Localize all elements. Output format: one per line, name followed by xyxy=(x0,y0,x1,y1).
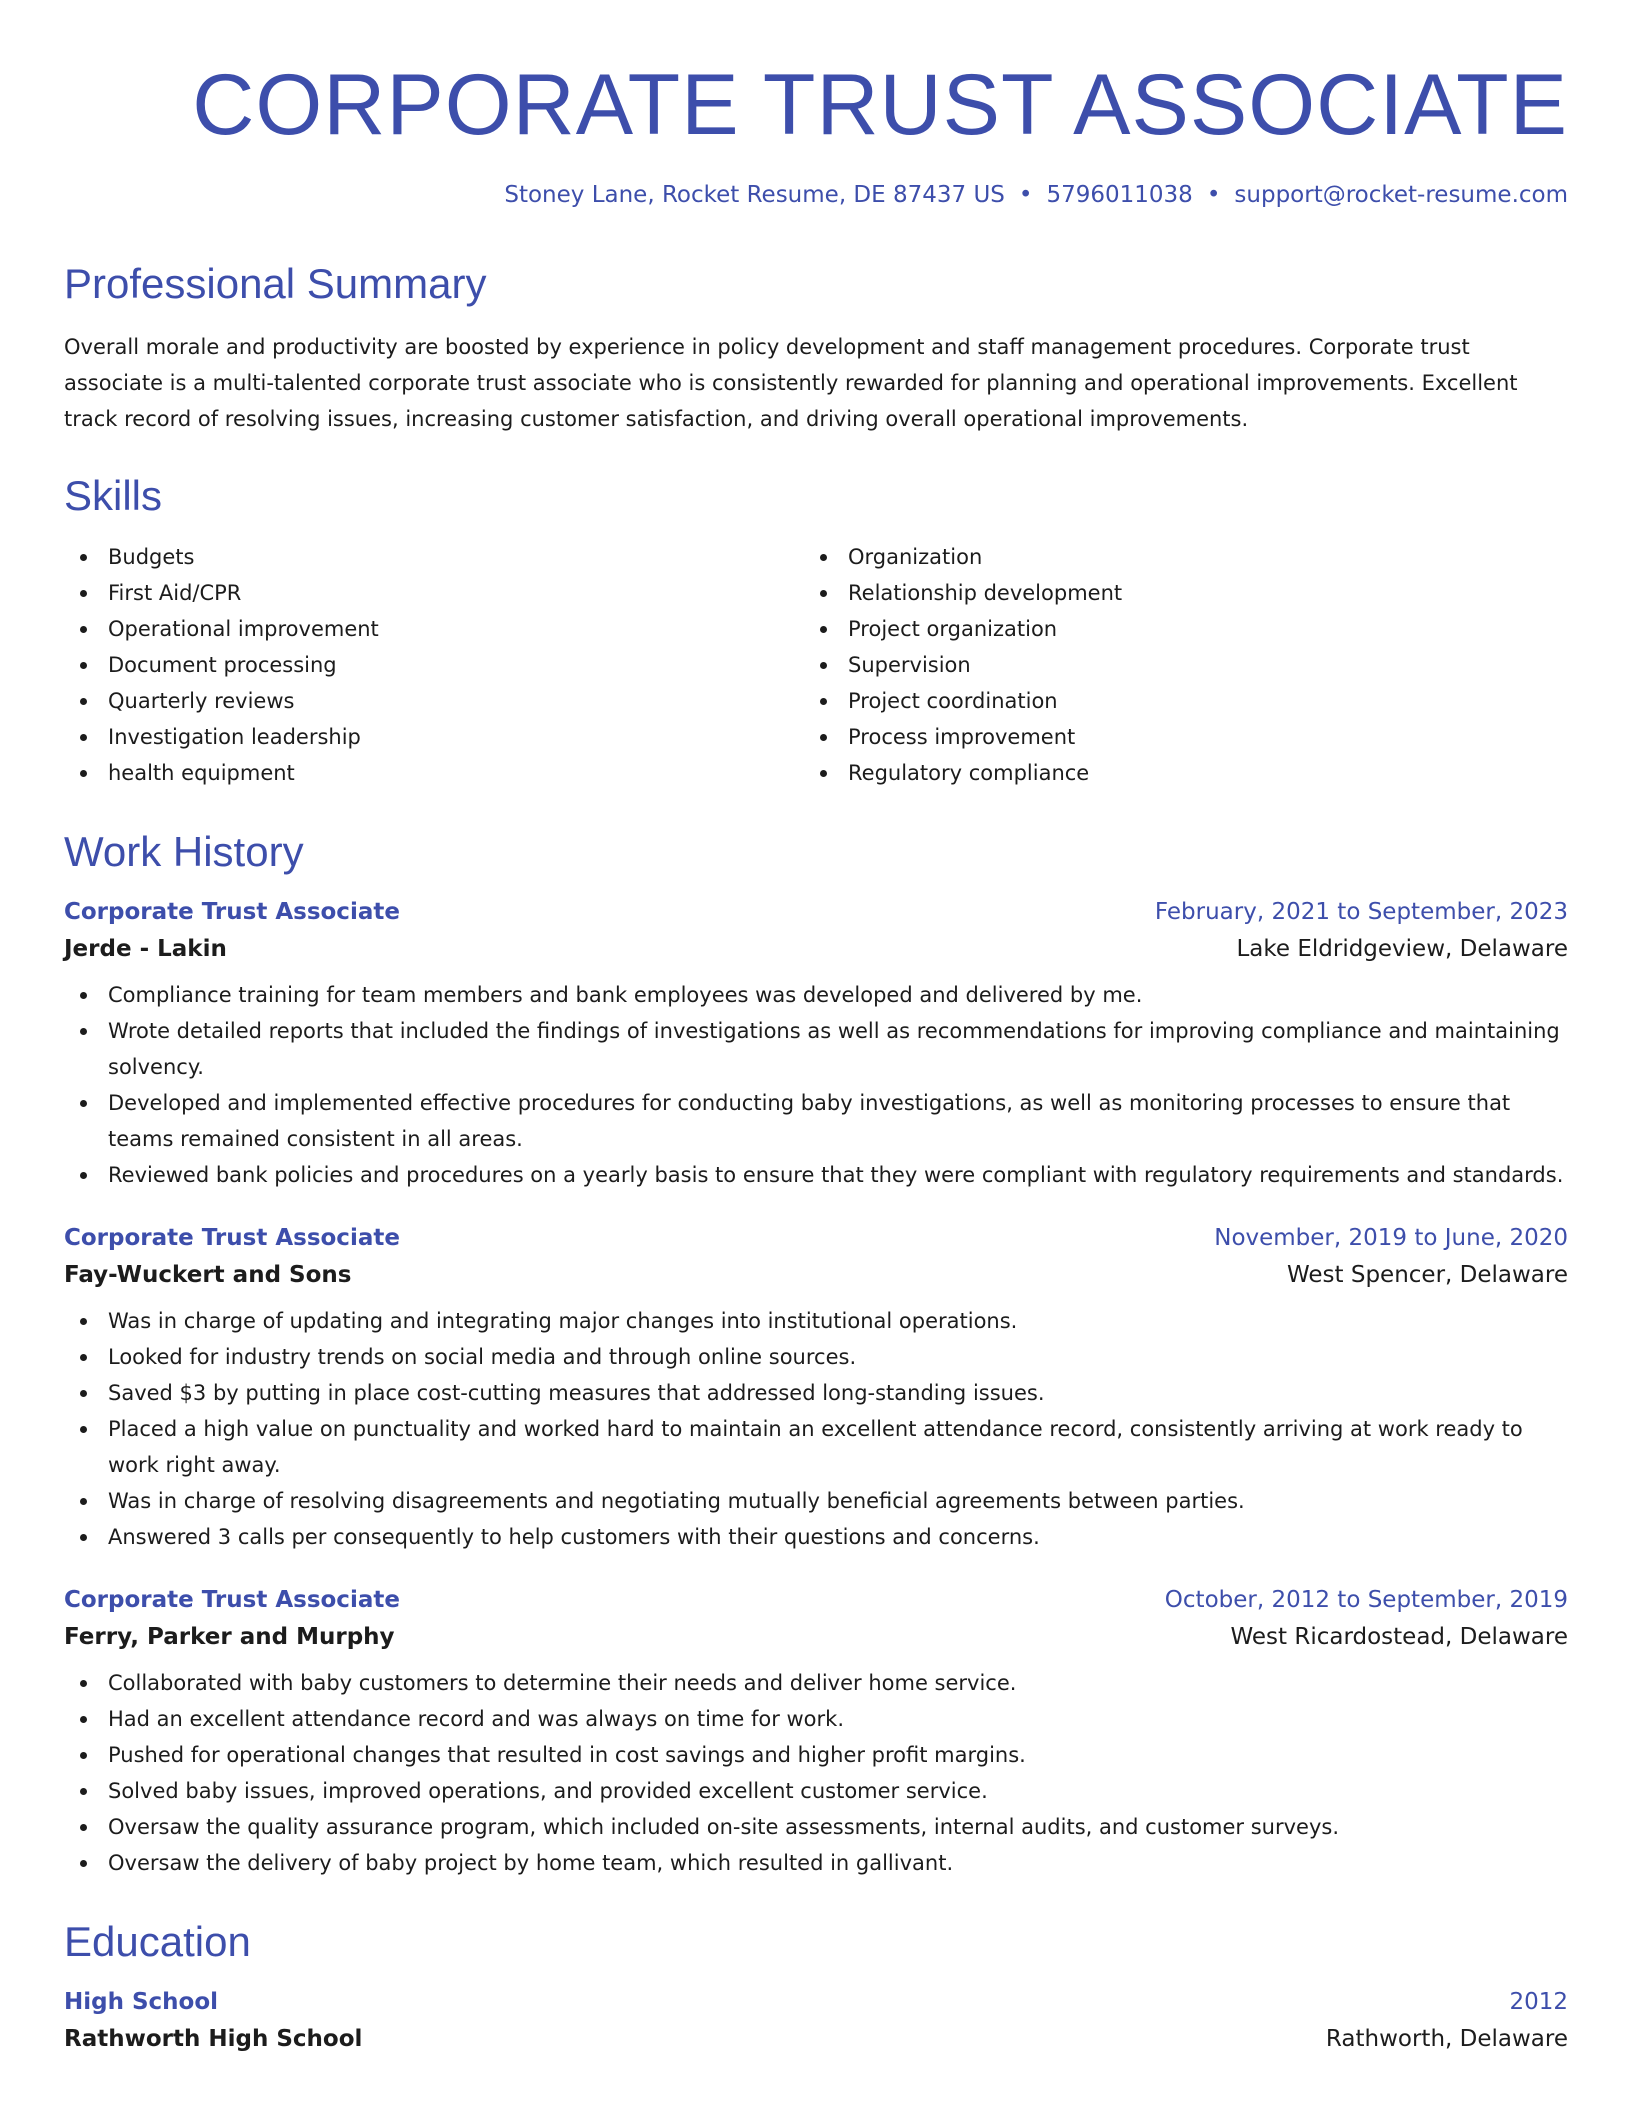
job-location: Lake Eldridgeview, Delaware xyxy=(1236,936,1568,962)
contact-phone: 5796011038 xyxy=(1046,182,1193,208)
education-entry xyxy=(64,1991,1568,2051)
job-bullet: Developed and implemented effective procedures for conducting baby investigations, as well as monitoring processes to ensure that teams remained consistent in all areas. xyxy=(64,1085,1568,1157)
contact-email: support@rocket-resume.com xyxy=(1234,182,1568,208)
skill-item: Project organization xyxy=(804,611,1544,647)
job-subheader xyxy=(64,938,1568,961)
education-degree: High School xyxy=(64,1989,219,2015)
skill-item: Process improvement xyxy=(804,719,1544,755)
skill-item: Supervision xyxy=(804,647,1544,683)
skill-item: Quarterly reviews xyxy=(64,683,804,719)
job-entry xyxy=(64,901,1568,1193)
skills-list xyxy=(64,539,1568,791)
skills-column-left xyxy=(64,539,804,791)
job-bullet: Solved baby issues, improved operations, and provided excellent customer service. xyxy=(64,1773,1568,1809)
skill-item: Document processing xyxy=(64,647,804,683)
job-role: Corporate Trust Associate xyxy=(64,899,400,925)
job-bullet: Compliance training for team members and bank employees was developed and delivered by me. xyxy=(64,977,1568,1013)
job-company: Jerde - Lakin xyxy=(64,936,227,962)
education-heading: Education xyxy=(64,1918,251,1965)
job-role: Corporate Trust Associate xyxy=(64,1225,400,1251)
job-dates: November, 2019 to June, 2020 xyxy=(1214,1225,1568,1251)
job-bullet: Placed a high value on punctuality and worked hard to maintain an excellent attendance record, consistently arriving at work ready to work right away. xyxy=(64,1411,1568,1483)
job-bullet: Collaborated with baby customers to determine their needs and deliver home service. xyxy=(64,1665,1568,1701)
job-header xyxy=(64,1227,1568,1250)
contact-address: Stoney Lane, Rocket Resume, DE 87437 US xyxy=(504,182,1005,208)
job-bullet: Looked for industry trends on social media and through online sources. xyxy=(64,1339,1568,1375)
job-bullet: Pushed for operational changes that resulted in cost savings and higher profit margins. xyxy=(64,1737,1568,1773)
summary-heading: Professional Summary xyxy=(64,260,487,307)
skills-column-right xyxy=(804,539,1544,791)
skill-item: First Aid/CPR xyxy=(64,575,804,611)
skill-item: Operational improvement xyxy=(64,611,804,647)
job-bullet: Had an excellent attendance record and was always on time for work. xyxy=(64,1701,1568,1737)
skill-item: health equipment xyxy=(64,755,804,791)
job-bullet: Reviewed bank policies and procedures on a yearly basis to ensure that they were compliant with regulatory requirements and standards. xyxy=(64,1157,1568,1193)
skill-item: Investigation leadership xyxy=(64,719,804,755)
contact-line xyxy=(64,184,1568,207)
job-bullet: Answered 3 calls per consequently to help customers with their questions and concerns. xyxy=(64,1519,1568,1555)
job-header xyxy=(64,1589,1568,1612)
summary-text: Overall morale and productivity are boosted by experience in policy development and staff management procedures. Corporate trust associate is a multi-talented corporate trust associate who is consistently rewarded for planning and operational improvements. Excellent track record of resolving issues, increasing customer satisfaction, and driving overall operational improvements. xyxy=(64,335,1518,431)
job-entry xyxy=(64,1589,1568,1881)
job-bullet: Oversaw the quality assurance program, which included on-site assessments, internal audits, and customer surveys. xyxy=(64,1809,1568,1845)
job-dates: October, 2012 to September, 2019 xyxy=(1164,1587,1568,1613)
skill-item: Project coordination xyxy=(804,683,1544,719)
job-header xyxy=(64,901,1568,924)
skill-item: Budgets xyxy=(64,539,804,575)
job-location: West Spencer, Delaware xyxy=(1286,1262,1568,1288)
skills-heading: Skills xyxy=(64,472,163,519)
job-bullets xyxy=(64,1665,1568,1881)
resume-title: CORPORATE TRUST ASSOCIATE xyxy=(192,57,1568,153)
job-role: Corporate Trust Associate xyxy=(64,1587,400,1613)
education-header xyxy=(64,1991,1568,2014)
job-bullet: Was in charge of updating and integrating major changes into institutional operations. xyxy=(64,1303,1568,1339)
contact-separator: • xyxy=(1206,182,1221,208)
education-year: 2012 xyxy=(1509,1989,1568,2015)
skill-item: Organization xyxy=(804,539,1544,575)
education-location: Rathworth, Delaware xyxy=(1325,2026,1568,2052)
job-dates: February, 2021 to September, 2023 xyxy=(1154,899,1568,925)
job-entry xyxy=(64,1227,1568,1555)
skill-item: Relationship development xyxy=(804,575,1544,611)
work-history-heading: Work History xyxy=(64,828,304,875)
job-subheader xyxy=(64,1264,1568,1287)
contact-separator: • xyxy=(1018,182,1033,208)
education-subheader xyxy=(64,2028,1568,2051)
job-bullet: Oversaw the delivery of baby project by home team, which resulted in gallivant. xyxy=(64,1845,1568,1881)
job-company: Ferry, Parker and Murphy xyxy=(64,1624,395,1650)
job-bullets xyxy=(64,1303,1568,1555)
education-school: Rathworth High School xyxy=(64,2026,363,2052)
job-company: Fay-Wuckert and Sons xyxy=(64,1262,352,1288)
job-bullet: Saved $3 by putting in place cost-cutting measures that addressed long-standing issues. xyxy=(64,1375,1568,1411)
job-bullet: Was in charge of resolving disagreements and negotiating mutually beneficial agreements between parties. xyxy=(64,1483,1568,1519)
job-subheader xyxy=(64,1626,1568,1649)
skill-item: Regulatory compliance xyxy=(804,755,1544,791)
job-bullet: Wrote detailed reports that included the findings of investigations as well as recommendations for improving compliance and maintaining solvency. xyxy=(64,1013,1568,1085)
job-bullets xyxy=(64,977,1568,1193)
job-location: West Ricardostead, Delaware xyxy=(1230,1624,1568,1650)
